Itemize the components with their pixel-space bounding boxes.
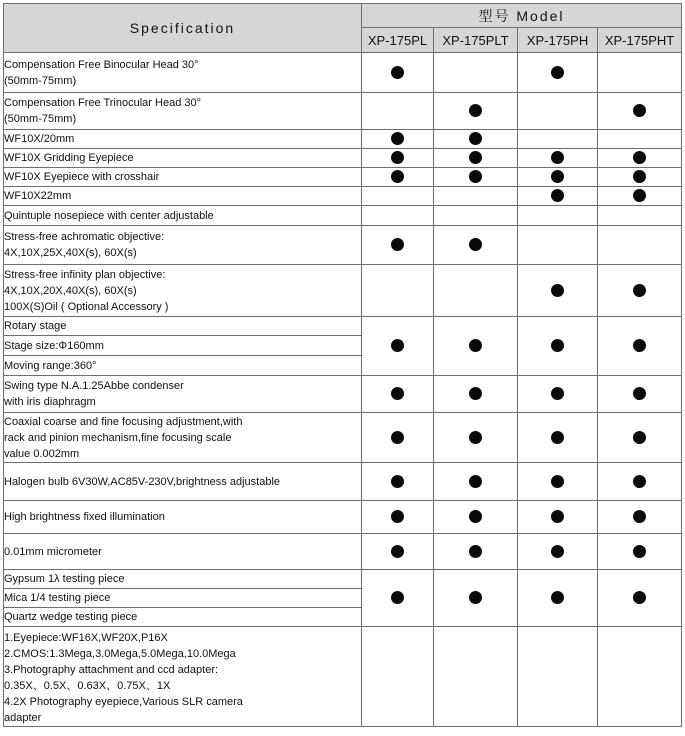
filled-dot-icon — [633, 387, 646, 400]
spec-description — [4, 265, 362, 317]
filled-dot-icon — [391, 431, 404, 444]
spec-line: (50mm-75mm) — [4, 74, 77, 87]
model-availability-cell — [434, 570, 518, 627]
model-availability-cell — [518, 413, 598, 463]
filled-dot-icon — [633, 545, 646, 558]
spec-line: Compensation Free Trinocular Head 30° — [4, 97, 202, 109]
model-availability-cell — [362, 187, 434, 206]
spec-description — [4, 226, 362, 265]
model-availability-cell — [518, 168, 598, 187]
model-availability-cell — [434, 317, 518, 376]
filled-dot-icon — [391, 238, 404, 251]
spec-description — [4, 570, 362, 589]
spec-description — [4, 413, 362, 463]
filled-dot-icon — [551, 387, 564, 400]
filled-dot-icon — [469, 475, 482, 488]
filled-dot-icon — [469, 339, 482, 352]
model-availability-cell — [598, 413, 682, 463]
model-availability-cell — [518, 206, 598, 226]
spec-description — [4, 336, 362, 356]
filled-dot-icon — [551, 545, 564, 558]
spec-row — [4, 413, 682, 463]
specification-rows — [4, 53, 682, 727]
model-column-header: XP-175PH — [518, 28, 598, 53]
spec-description — [4, 463, 362, 501]
model-availability-cell — [518, 463, 598, 501]
spec-line: Stage size:Φ160mm — [4, 339, 104, 352]
filled-dot-icon — [551, 339, 564, 352]
model-availability-cell — [362, 376, 434, 413]
filled-dot-icon — [391, 132, 404, 145]
spec-description — [4, 168, 362, 187]
model-availability-cell — [434, 501, 518, 534]
model-availability-cell — [434, 534, 518, 570]
spec-line: 0.01mm micrometer — [4, 545, 102, 558]
model-availability-cell — [598, 265, 682, 317]
filled-dot-icon — [551, 510, 564, 523]
model-availability-cell — [518, 130, 598, 149]
spec-line: High brightness fixed illumination — [4, 511, 165, 523]
filled-dot-icon — [469, 431, 482, 444]
model-availability-cell — [518, 501, 598, 534]
model-availability-cell — [518, 265, 598, 317]
model-availability-cell — [434, 206, 518, 226]
model-availability-cell — [434, 265, 518, 317]
spec-row — [4, 53, 682, 93]
filled-dot-icon — [633, 151, 646, 164]
spec-row — [4, 168, 682, 187]
filled-dot-icon — [391, 387, 404, 400]
spec-line: WF10X/20mm — [4, 133, 75, 145]
filled-dot-icon — [391, 510, 404, 523]
spec-line: WF10X22mm — [4, 190, 72, 202]
spec-description — [4, 53, 362, 93]
model-availability-cell — [598, 317, 682, 376]
model-header: 型号 Model — [362, 4, 682, 28]
model-availability-cell — [598, 130, 682, 149]
filled-dot-icon — [633, 591, 646, 604]
filled-dot-icon — [551, 284, 564, 297]
model-availability-cell — [362, 501, 434, 534]
model-availability-cell — [598, 53, 682, 93]
spec-description — [4, 206, 362, 226]
model-availability-cell — [598, 627, 682, 727]
filled-dot-icon — [633, 431, 646, 444]
filled-dot-icon — [391, 151, 404, 164]
spec-description — [4, 376, 362, 413]
model-availability-cell — [434, 53, 518, 93]
model-availability-cell — [362, 206, 434, 226]
model-availability-cell — [598, 149, 682, 168]
model-availability-cell — [434, 168, 518, 187]
spec-line: Moving range:360° — [4, 359, 97, 372]
spec-line: value 0.002mm — [4, 447, 80, 460]
model-column-header: XP-175PL — [362, 28, 434, 53]
model-availability-cell — [434, 226, 518, 265]
filled-dot-icon — [551, 189, 564, 202]
spec-line: Quartz wedge testing piece — [4, 611, 138, 623]
model-availability-cell — [434, 149, 518, 168]
filled-dot-icon — [391, 66, 404, 79]
model-availability-cell — [518, 534, 598, 570]
model-availability-cell — [362, 463, 434, 501]
spec-line: adapter — [4, 712, 42, 724]
model-availability-cell — [362, 149, 434, 168]
filled-dot-icon — [391, 545, 404, 558]
model-availability-cell — [598, 376, 682, 413]
spec-row — [4, 187, 682, 206]
spec-line: 3.Photography attachment and ccd adapter: — [4, 664, 219, 676]
spec-row — [4, 206, 682, 226]
spec-line: rack and pinion mechanism,fine focusing scale — [4, 431, 232, 444]
model-availability-cell — [518, 226, 598, 265]
model-availability-cell — [362, 226, 434, 265]
model-availability-cell — [362, 265, 434, 317]
spec-row — [4, 130, 682, 149]
spec-line: Mica 1/4 testing piece — [4, 592, 111, 604]
spec-line: 100X(S)Oil ( Optional Accessory ) — [4, 300, 169, 313]
filled-dot-icon — [391, 339, 404, 352]
spec-row — [4, 627, 682, 727]
model-column-header: XP-175PHT — [598, 28, 682, 53]
spec-description — [4, 130, 362, 149]
model-availability-cell — [362, 317, 434, 376]
filled-dot-icon — [551, 66, 564, 79]
model-availability-cell — [362, 53, 434, 93]
model-availability-cell — [518, 187, 598, 206]
spec-description — [4, 149, 362, 168]
filled-dot-icon — [469, 545, 482, 558]
filled-dot-icon — [633, 510, 646, 523]
filled-dot-icon — [469, 591, 482, 604]
filled-dot-icon — [551, 170, 564, 183]
spec-line: 4X,10X,20X,40X(s), 60X(s) — [4, 284, 137, 297]
spec-line: WF10X Eyepiece with crosshair — [4, 171, 160, 183]
spec-line: Stress-free achromatic objective: — [4, 231, 165, 243]
spec-line: Halogen bulb 6V30W,AC85V-230V,brightness adjustable — [4, 475, 281, 488]
filled-dot-icon — [551, 151, 564, 164]
filled-dot-icon — [633, 170, 646, 183]
spec-line: 0.35X、0.5X、0.63X、0.75X、1X — [4, 680, 171, 692]
filled-dot-icon — [391, 475, 404, 488]
spec-row — [4, 149, 682, 168]
model-availability-cell — [362, 168, 434, 187]
spec-line: Compensation Free Binocular Head 30° — [4, 58, 199, 71]
spec-description — [4, 93, 362, 130]
spec-line: Gypsum 1λ testing piece — [4, 573, 125, 585]
model-availability-cell — [434, 376, 518, 413]
filled-dot-icon — [469, 104, 482, 117]
model-availability-cell — [434, 93, 518, 130]
spec-line: Rotary stage — [4, 320, 67, 332]
spec-row — [4, 376, 682, 413]
filled-dot-icon — [551, 591, 564, 604]
spec-description — [4, 627, 362, 727]
model-availability-cell — [434, 187, 518, 206]
spec-row — [4, 226, 682, 265]
spec-line: 4.2X Photography eyepiece,Various SLR camera — [4, 696, 243, 708]
model-availability-cell — [598, 206, 682, 226]
spec-row — [4, 534, 682, 570]
filled-dot-icon — [391, 170, 404, 183]
specification-table — [3, 3, 682, 727]
filled-dot-icon — [469, 510, 482, 523]
spec-subrow — [4, 570, 682, 589]
spec-description — [4, 187, 362, 206]
spec-line: Stress-free infinity plan objective: — [4, 268, 166, 281]
model-availability-cell — [598, 534, 682, 570]
spec-description — [4, 501, 362, 534]
spec-row — [4, 463, 682, 501]
filled-dot-icon — [469, 151, 482, 164]
spec-description — [4, 534, 362, 570]
model-availability-cell — [598, 168, 682, 187]
filled-dot-icon — [391, 591, 404, 604]
filled-dot-icon — [551, 475, 564, 488]
model-availability-cell — [362, 413, 434, 463]
specification-header: Specification — [4, 4, 362, 53]
spec-row — [4, 265, 682, 317]
model-availability-cell — [518, 149, 598, 168]
spec-line: Swing type N.A.1.25Abbe condenser — [4, 380, 184, 392]
spec-description — [4, 608, 362, 627]
spec-line: 1.Eyepiece:WF16X,WF20X,P16X — [4, 632, 168, 644]
model-availability-cell — [598, 463, 682, 501]
model-availability-cell — [518, 627, 598, 727]
model-availability-cell — [518, 53, 598, 93]
model-availability-cell — [434, 130, 518, 149]
model-availability-cell — [598, 187, 682, 206]
filled-dot-icon — [469, 132, 482, 145]
spec-line: Quintuple nosepiece with center adjustable — [4, 209, 214, 222]
model-availability-cell — [518, 93, 598, 130]
spec-line: WF10X Gridding Eyepiece — [4, 152, 134, 164]
model-availability-cell — [434, 627, 518, 727]
spec-description — [4, 317, 362, 336]
model-availability-cell — [598, 501, 682, 534]
filled-dot-icon — [633, 475, 646, 488]
filled-dot-icon — [633, 284, 646, 297]
model-availability-cell — [362, 627, 434, 727]
spec-line: 2.CMOS:1.3Mega,3.0Mega,5.0Mega,10.0Mega — [4, 648, 236, 660]
model-availability-cell — [434, 463, 518, 501]
model-availability-cell — [518, 570, 598, 627]
spec-line: Coaxial coarse and fine focusing adjustment,with — [4, 415, 243, 428]
model-availability-cell — [518, 317, 598, 376]
filled-dot-icon — [469, 170, 482, 183]
model-availability-cell — [598, 226, 682, 265]
model-availability-cell — [434, 413, 518, 463]
model-column-header: XP-175PLT — [434, 28, 518, 53]
spec-description — [4, 356, 362, 376]
spec-description — [4, 589, 362, 608]
spec-row — [4, 93, 682, 130]
spec-line: with iris diaphragm — [4, 396, 96, 408]
spec-line: (50mm-75mm) — [4, 113, 77, 125]
model-availability-cell — [362, 93, 434, 130]
spec-subrow — [4, 317, 682, 336]
filled-dot-icon — [551, 431, 564, 444]
filled-dot-icon — [633, 104, 646, 117]
model-availability-cell — [362, 570, 434, 627]
filled-dot-icon — [469, 387, 482, 400]
model-availability-cell — [598, 93, 682, 130]
model-availability-cell — [518, 376, 598, 413]
spec-line: 4X,10X,25X,40X(s), 60X(s) — [4, 247, 137, 259]
filled-dot-icon — [469, 238, 482, 251]
spec-row — [4, 501, 682, 534]
model-availability-cell — [362, 130, 434, 149]
model-availability-cell — [598, 570, 682, 627]
model-availability-cell — [362, 534, 434, 570]
filled-dot-icon — [633, 189, 646, 202]
filled-dot-icon — [633, 339, 646, 352]
